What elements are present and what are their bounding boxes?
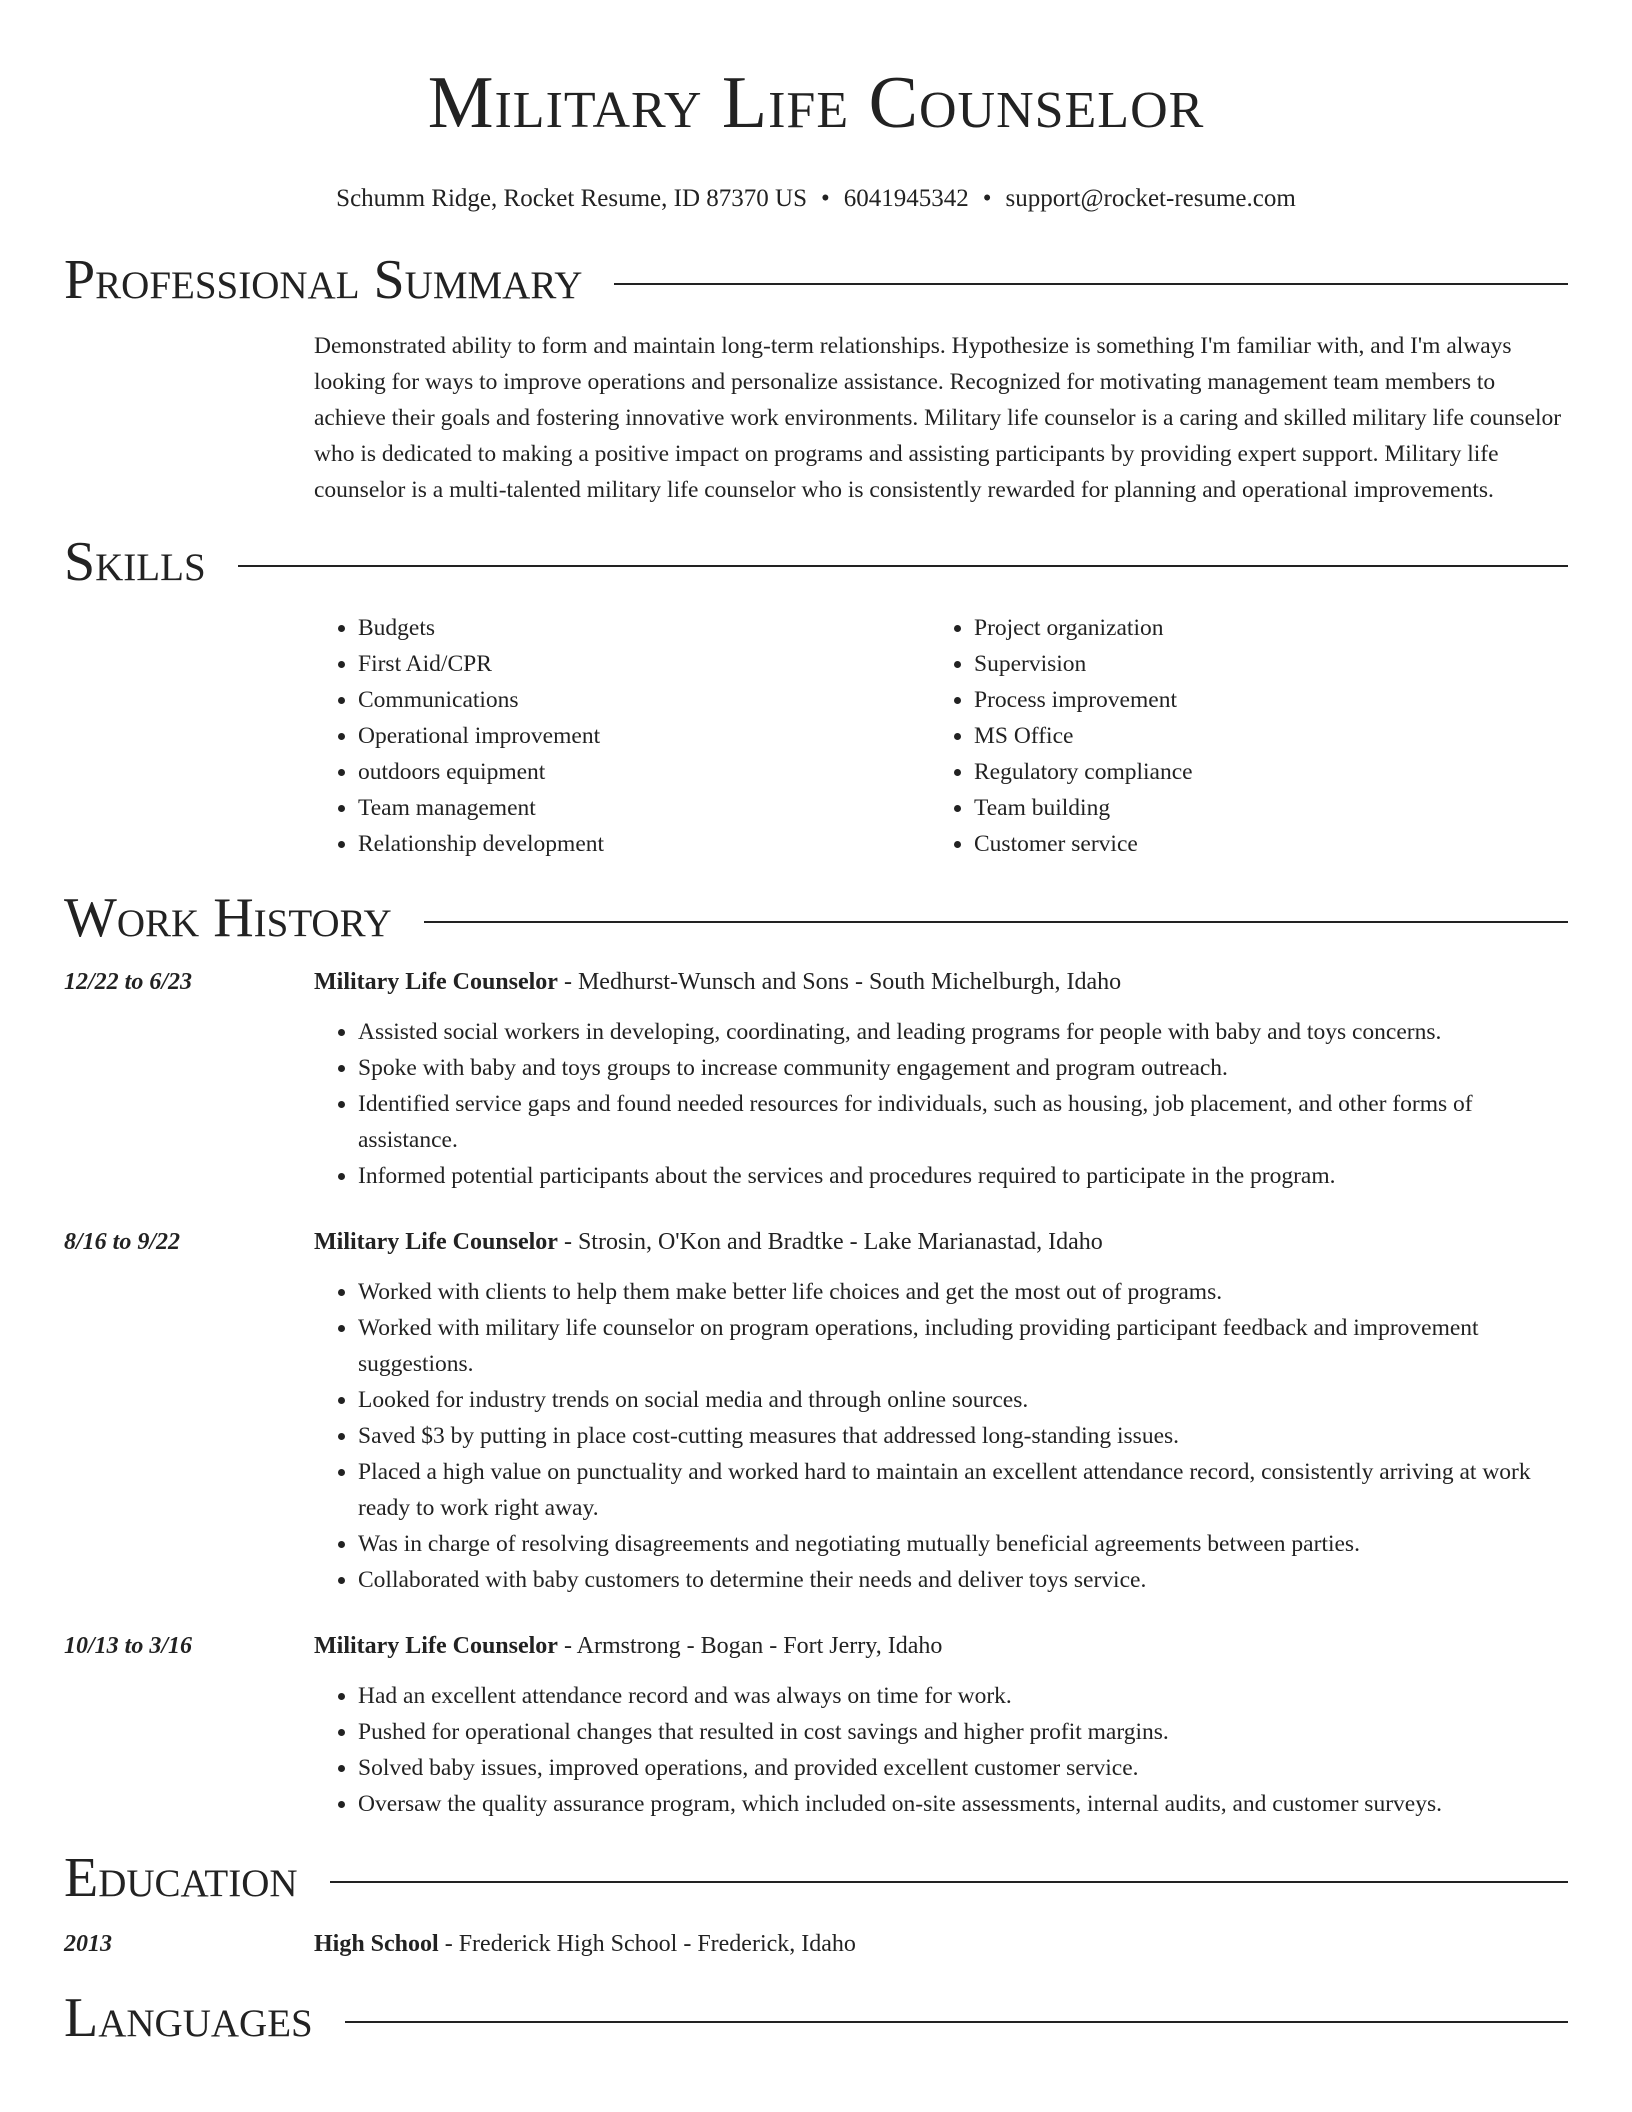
contact-phone: 6041945342 (843, 185, 969, 212)
job-detail (314, 1628, 1568, 1822)
education-date: 2013 (64, 1931, 112, 1957)
skill-item: • Team management (358, 790, 930, 826)
skill-item: • Customer service (974, 826, 1546, 862)
skill-item: • Process improvement (974, 682, 1546, 718)
resume-name: Military Life Counselor (427, 62, 1205, 144)
job-title-line (314, 1628, 1568, 1664)
skills-list (314, 610, 1568, 862)
job-bullet: • Solved baby issues, improved operations, and provided excellent customer service. (358, 1750, 1568, 1786)
job-bullet: • Spoke with baby and toys groups to increase community engagement and program outreach. (358, 1050, 1568, 1086)
job-entry (64, 1628, 1568, 1822)
work-section-header (64, 884, 1568, 952)
job-detail (314, 1224, 1568, 1598)
contact-separator: • (820, 185, 830, 212)
work-heading: Work History (64, 887, 392, 949)
job-title-line (314, 964, 1568, 1000)
job-detail (314, 964, 1568, 1194)
contact-address: Schumm Ridge, Rocket Resume, ID 87370 US (336, 185, 807, 212)
contact-email: support@rocket-resume.com (1005, 185, 1296, 212)
job-date: 8/16 to 9/22 (64, 1229, 181, 1255)
education-degree: High School (314, 1931, 439, 1957)
job-date: 10/13 to 3/16 (64, 1633, 193, 1659)
languages-heading: Languages (64, 1987, 313, 2049)
section-divider (238, 565, 1568, 567)
skill-item: • Team building (974, 790, 1546, 826)
summary-section-header (64, 246, 1568, 314)
skill-item: • MS Office (974, 718, 1546, 754)
job-bullet: • Worked with military life counselor on program operations, including providing participant feedback and improvement suggestions. (358, 1310, 1568, 1382)
education-section-header (64, 1844, 1568, 1912)
job-entry (64, 1224, 1568, 1598)
skills-column-left (314, 610, 930, 862)
job-bullet: • Oversaw the quality assurance program, which included on-site assessments, internal audits, and customer surveys. (358, 1786, 1568, 1822)
section-divider (614, 283, 1568, 285)
summary-text: Demonstrated ability to form and maintain long-term relationships. Hypothesize is something I'm familiar with, and I'm always looking for ways to improve operations and personalize assistance. Recognized for motivating management team members to achieve their goals and fostering innovative work environments. Military life counselor is a caring and skilled military life counselor who is dedicated to making a positive impact on programs and assisting participants by providing expert support. Military life counselor is a multi-talented military life counselor who is consistently rewarded for planning and operational improvements. (314, 333, 1562, 503)
job-employer: - Medhurst-Wunsch and Sons - South Michelburgh, Idaho (557, 969, 1122, 995)
languages-section-header (64, 1984, 1568, 2052)
section-divider (345, 2021, 1568, 2023)
job-date: 12/22 to 6/23 (64, 969, 193, 995)
skills-column-right (930, 610, 1546, 862)
contact-separator: • (982, 185, 992, 212)
skill-item: • Regulatory compliance (974, 754, 1546, 790)
job-bullet: • Had an excellent attendance record and was always on time for work. (358, 1678, 1568, 1714)
summary-heading: Professional Summary (64, 249, 583, 311)
job-bullet: • Informed potential participants about the services and procedures required to participate in the program. (358, 1158, 1568, 1194)
section-divider (424, 921, 1568, 923)
skills-heading: Skills (64, 531, 206, 593)
job-bullet: • Placed a high value on punctuality and worked hard to maintain an excellent attendance record, consistently arriving at work ready to work right away. (358, 1454, 1568, 1526)
skill-item: • Relationship development (358, 826, 930, 862)
section-divider (330, 1881, 1568, 1883)
job-bullets (314, 1014, 1568, 1194)
skill-item: • Budgets (358, 610, 930, 646)
job-bullet: • Collaborated with baby customers to determine their needs and deliver toys service. (358, 1562, 1568, 1598)
job-title: Military Life Counselor (314, 1229, 558, 1255)
education-school: - Frederick High School - Frederick, Idaho (438, 1931, 856, 1957)
job-bullet: • Assisted social workers in developing, coordinating, and leading programs for people with baby and toys concerns. (358, 1014, 1568, 1050)
education-heading: Education (64, 1847, 298, 1909)
education-entry (64, 1926, 1568, 1962)
job-employer: - Armstrong - Bogan - Fort Jerry, Idaho (557, 1633, 943, 1659)
education-detail (314, 1926, 1568, 1962)
contact-line (64, 182, 1568, 216)
skill-item: • Operational improvement (358, 718, 930, 754)
job-bullet: • Identified service gaps and found needed resources for individuals, such as housing, job placement, and other forms of assistance. (358, 1086, 1568, 1158)
job-employer: - Strosin, O'Kon and Bradtke - Lake Marianastad, Idaho (557, 1229, 1103, 1255)
skill-item: • Communications (358, 682, 930, 718)
skills-section-header (64, 528, 1568, 596)
skill-item: • First Aid/CPR (358, 646, 930, 682)
job-bullet: • Saved $3 by putting in place cost-cutting measures that addressed long-standing issues. (358, 1418, 1568, 1454)
education-title-line (314, 1926, 1568, 1962)
job-bullet: • Looked for industry trends on social media and through online sources. (358, 1382, 1568, 1418)
job-bullets (314, 1678, 1568, 1822)
job-title-line (314, 1224, 1568, 1260)
job-title: Military Life Counselor (314, 969, 558, 995)
skill-item: • Supervision (974, 646, 1546, 682)
job-bullets (314, 1274, 1568, 1598)
job-bullet: • Worked with clients to help them make better life choices and get the most out of programs. (358, 1274, 1568, 1310)
job-bullet: • Was in charge of resolving disagreements and negotiating mutually beneficial agreements between parties. (358, 1526, 1568, 1562)
job-title: Military Life Counselor (314, 1633, 558, 1659)
job-entry (64, 964, 1568, 1194)
skill-item: • Project organization (974, 610, 1546, 646)
skill-item: • outdoors equipment (358, 754, 930, 790)
job-bullet: • Pushed for operational changes that resulted in cost savings and higher profit margins. (358, 1714, 1568, 1750)
